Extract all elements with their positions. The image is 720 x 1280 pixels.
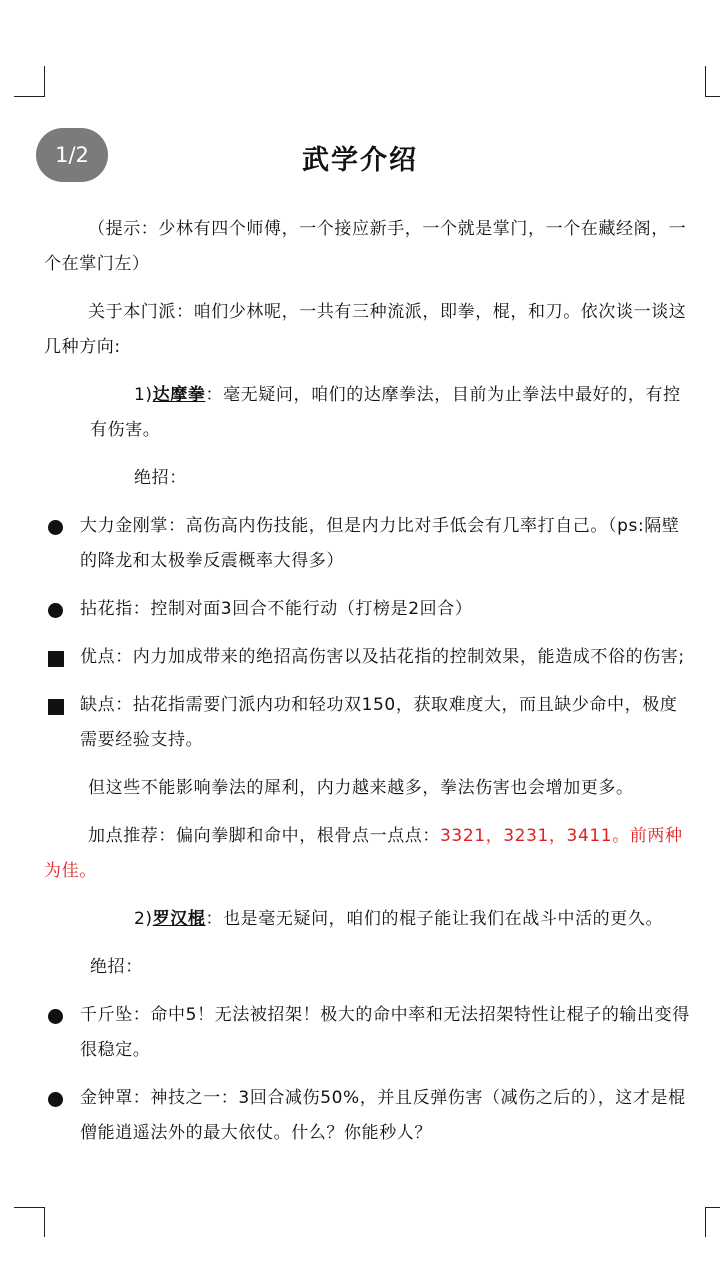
section-2-name: 罗汉棍: [152, 909, 206, 929]
crop-mark-top-left: [14, 96, 44, 97]
bullet-dot-icon: [48, 1092, 63, 1107]
bullet-dot-icon: [48, 520, 63, 535]
document-body: [44, 212, 692, 1164]
list-item: [44, 688, 692, 758]
page-indicator-badge: 1/2: [36, 128, 108, 182]
section-1-heading: [44, 378, 692, 448]
section-1-number: 1): [134, 385, 153, 405]
section-2-heading: [44, 902, 692, 937]
crop-mark-top-left: [44, 66, 45, 97]
list-item-text: 大力金刚掌：高伤高内伤技能，但是内力比对手低会有几率打自己。（ps:隔壁的降龙和太极拳反震概率大得多）: [80, 516, 680, 571]
list-item: [44, 640, 692, 675]
list-item: [44, 1081, 692, 1151]
list-item-text: 千斤坠：命中5！无法被招架！极大的命中率和无法招架特性让棍子的输出变得很稳定。: [80, 1005, 690, 1060]
crop-mark-bottom-right: [706, 1207, 720, 1208]
bullet-square-icon: [48, 699, 64, 715]
crop-mark-top-right: [706, 96, 720, 97]
crop-mark-top-right: [705, 66, 706, 97]
section-2-number: 2): [134, 909, 153, 929]
section-1-text: ：毫无疑问，咱们的达摩拳法，目前为止拳法中最好的，有控有伤害。: [90, 385, 681, 440]
bullet-square-icon: [48, 651, 64, 667]
recommendation-paragraph: [44, 819, 692, 889]
tip-paragraph: （提示：少林有四个师傅，一个接应新手，一个就是掌门，一个在藏经阁，一个在掌门左）: [44, 219, 687, 274]
crop-mark-bottom-left: [44, 1207, 45, 1237]
crop-mark-bottom-left: [14, 1207, 44, 1208]
list-item: [44, 509, 692, 579]
summary-paragraph: 但这些不能影响拳法的犀利，内力越来越多，拳法伤害也会增加更多。: [88, 778, 634, 798]
bullet-dot-icon: [48, 603, 63, 618]
page-title: 武学介绍: [302, 145, 418, 176]
list-item: [44, 998, 692, 1068]
list-item-text: 优点：内力加成带来的绝招高伤害以及拈花指的控制效果，能造成不俗的伤害;: [80, 647, 685, 667]
recommendation-text: 加点推荐：偏向拳脚和命中，根骨点一点点：: [88, 826, 440, 846]
crop-mark-bottom-right: [705, 1207, 706, 1237]
section-2-text: ：也是毫无疑问，咱们的棍子能让我们在战斗中活的更久。: [205, 909, 664, 929]
bullet-dot-icon: [48, 1009, 63, 1024]
juezhao-label: 绝招：: [90, 957, 143, 977]
list-item: [44, 592, 692, 627]
section-1-name: 达摩拳: [152, 385, 206, 405]
list-item-text: 金钟罩：神技之一：3回合减伤50%，并且反弹伤害（减伤之后的），这才是棍僧能逍遥法外的最大依仗。什么？你能秒人？: [80, 1088, 686, 1143]
list-item-text: 拈花指：控制对面3回合不能行动（打榜是2回合）: [80, 599, 473, 619]
juezhao-label: 绝招：: [134, 468, 187, 488]
list-item-text: 缺点：拈花指需要门派内功和轻功双150，获取难度大，而且缺少命中，极度需要经验支持。: [80, 695, 678, 750]
intro-paragraph: 关于本门派：咱们少林呢，一共有三种流派，即拳，棍，和刀。依次谈一谈这几种方向:: [44, 302, 687, 357]
recommendation-values: 3321，3231，3411。前两种为佳。: [44, 826, 683, 881]
